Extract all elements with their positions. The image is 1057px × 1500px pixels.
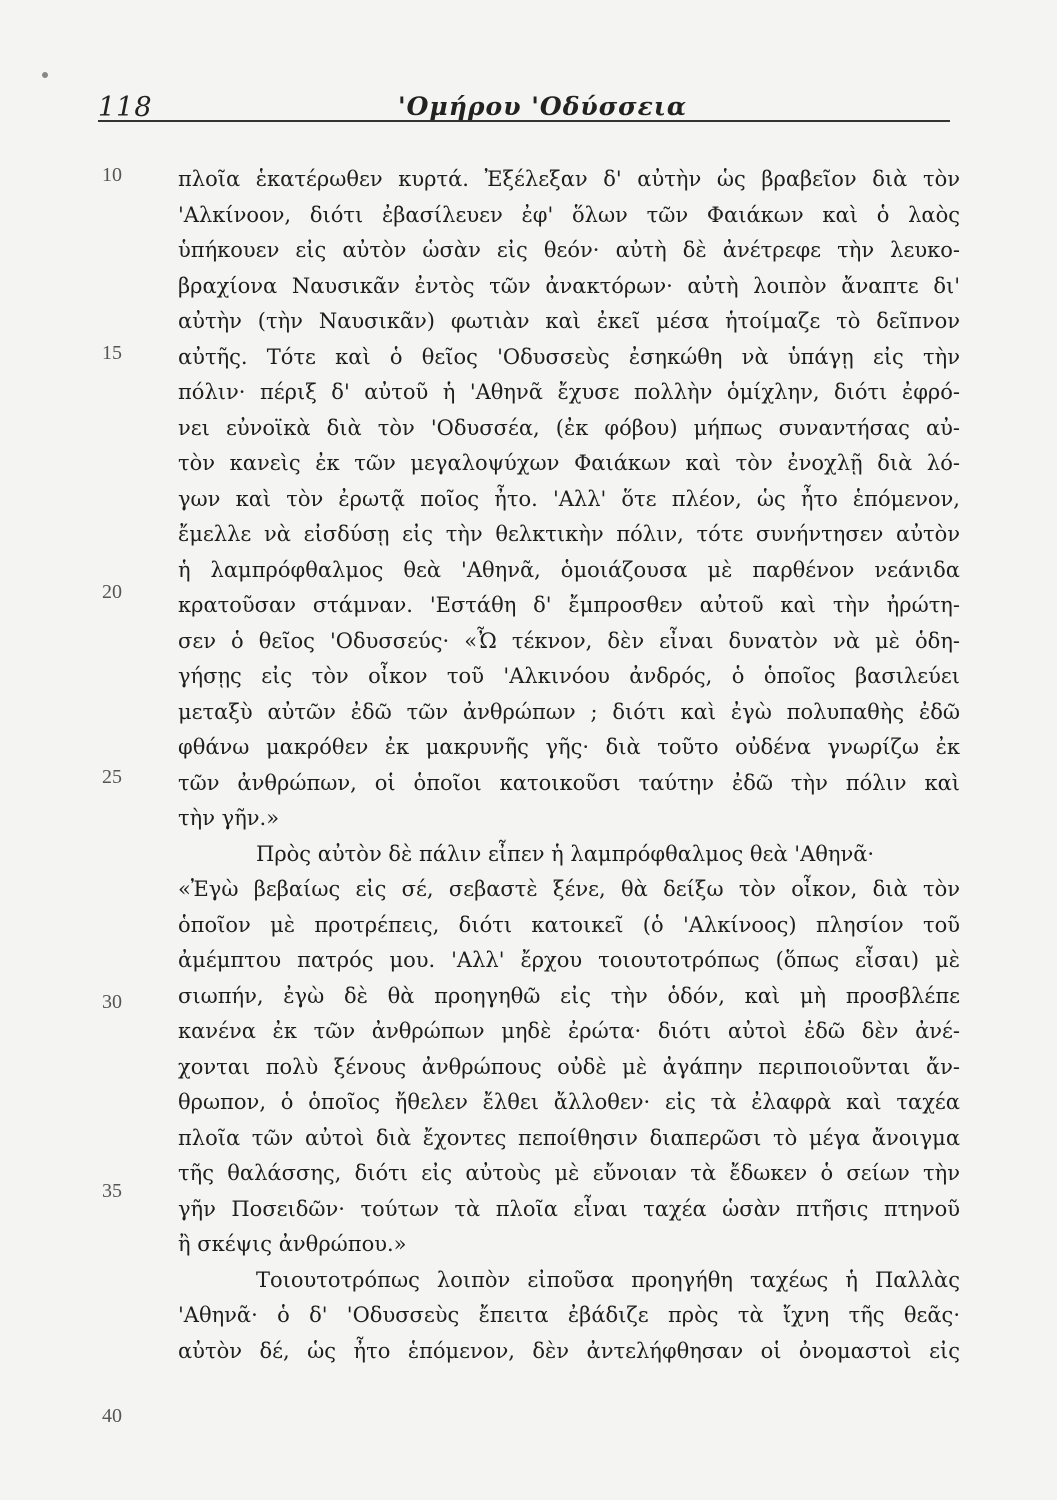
text-line: σιωπήν, ἐγὼ δὲ θὰ προηγηθῶ εἰς τὴν ὁδόν, καὶ μὴ προσβλέπε [178, 983, 960, 1008]
text-line: ἡ λαμπρόφθαλμος θεὰ 'Αθηνᾶ, ὁμοιάζουσα μὲ παρθένον νεάνιδα [178, 557, 960, 582]
text-line: ἔμελλε νὰ εἰσδύσῃ εἰς τὴν θελκτικὴν πόλιν, τότε συνήντησεν αὐτὸν [178, 522, 960, 546]
line-number: 15 [102, 342, 122, 364]
text-line: αὐτὸν δέ, ὡς ἦτο ἑπόμενον, δὲν ἀντελήφθησαν οἱ ὀνομαστοὶ εἰς [178, 1338, 960, 1363]
text-line: ἀμέμπτου πατρός μου. 'Αλλ' ἔρχου τοιουτοτρόπως (ὅπως εἶσαι) μὲ [178, 948, 960, 972]
text-line: τὸν κανεὶς ἐκ τῶν μεγαλοψύχων Φαιάκων καὶ τὸν ἐνοχλῇ διὰ λό- [178, 451, 960, 475]
text-line: μεταξὺ αὐτῶν ἐδῶ τῶν ἀνθρώπων ; διότι καὶ ἐγὼ πολυπαθὴς ἐδῶ [178, 699, 960, 724]
running-title: 'Ομήρου 'Οδύσσεια [398, 92, 688, 121]
line-number: 30 [102, 991, 122, 1013]
line-number: 10 [102, 164, 122, 186]
text-line: γῆν Ποσειδῶν· τούτων τὰ πλοῖα εἶναι ταχέα ὡσὰν πτῆσις πτηνοῦ [178, 1196, 960, 1221]
body-text [178, 162, 960, 1369]
text-line: 'Αθηνᾶ· ὁ δ' 'Οδυσσεὺς ἔπειτα ἐβάδιζε πρὸς τὰ ἴχνη τῆς θεᾶς· [178, 1303, 960, 1327]
text-line: πλοῖα τῶν αὐτοὶ διὰ ἔχοντες πεποίθησιν διαπερῶσι τὸ μέγα ἄνοιγμα [178, 1125, 960, 1150]
text-line: τῆς θαλάσσης, διότι εἰς αὐτοὺς μὲ εὔνοιαν τὰ ἔδωκεν ὁ σείων τὴν [178, 1161, 960, 1185]
text-line: «Ἐγὼ βεβαίως εἰς σέ, σεβαστὲ ξένε, θὰ δείξω τὸν οἶκον, διὰ τὸν [178, 877, 960, 901]
paper-speck [42, 72, 48, 78]
text-line: 'Αλκίνοον, διότι ἐβασίλευεν ἐφ' ὅλων τῶν Φαιάκων καὶ ὁ λαὸς [178, 202, 960, 227]
text-line: κανένα ἐκ τῶν ἀνθρώπων μηδὲ ἐρώτα· διότι αὐτοὶ ἐδῶ δὲν ἀνέ- [178, 1019, 960, 1043]
text-line: κρατοῦσαν στάμναν. 'Εστάθη δ' ἔμπροσθεν αὐτοῦ καὶ τὴν ἠρώτη- [178, 593, 960, 617]
text-line: Τοιουτοτρόπως λοιπὸν εἰποῦσα προηγήθη ταχέως ἡ Παλλὰς [256, 1267, 960, 1292]
text-line: αὐτὴν (τὴν Ναυσικᾶν) φωτιὰν καὶ ἐκεῖ μέσα ἡτοίμαζε τὸ δεῖπνον [178, 309, 960, 333]
text-line: βραχίονα Ναυσικᾶν ἐντὸς τῶν ἀνακτόρων· αὐτὴ λοιπὸν ἄναπτε δι' [178, 273, 960, 298]
text-line: πλοῖα ἑκατέρωθεν κυρτά. Ἐξέλεξαν δ' αὐτὴν ὡς βραβεῖον διὰ τὸν [178, 167, 960, 191]
line-number: 25 [102, 766, 122, 788]
text-line: ὁποῖον μὲ προτρέπεις, διότι κατοικεῖ (ὁ 'Αλκίνοος) πλησίον τοῦ [178, 912, 960, 937]
line-number: 20 [102, 581, 122, 603]
page-number: 118 [98, 92, 153, 123]
text-line: φθάνω μακρόθεν ἐκ μακρυνῆς γῆς· διὰ τοῦτο οὐδένα γνωρίζω ἐκ [178, 735, 960, 759]
text-line: νει εὐνοϊκὰ διὰ τὸν 'Οδυσσέα, (ἐκ φόβου) μήπως συναντήσας αὐ- [178, 415, 960, 440]
text-line: γων καὶ τὸν ἐρωτᾷ ποῖος ἦτο. 'Αλλ' ὅτε πλέον, ὡς ἦτο ἑπόμενον, [178, 486, 960, 511]
text-line: τῶν ἀνθρώπων, οἱ ὁποῖοι κατοικοῦσι ταύτην ἐδῶ τὴν πόλιν καὶ [178, 770, 960, 795]
text-line: χονται πολὺ ξένους ἀνθρώπους οὐδὲ μὲ ἀγάπην περιποιοῦνται ἄν- [178, 1054, 960, 1079]
text-line: γήσῃς εἰς τὸν οἶκον τοῦ 'Αλκινόου ἀνδρός, ὁ ὁποῖος βασιλεύει [178, 664, 960, 688]
line-number: 35 [102, 1180, 122, 1202]
header-rule [98, 120, 950, 122]
line-number: 40 [102, 1405, 122, 1427]
page-header [98, 88, 950, 126]
text-line: αὐτῆς. Τότε καὶ ὁ θεῖος 'Οδυσσεὺς ἐσηκώθη νὰ ὑπάγῃ εἰς τὴν [178, 344, 960, 369]
text-line: σεν ὁ θεῖος 'Οδυσσεύς· «Ὦ τέκνον, δὲν εἶναι δυνατὸν νὰ μὲ ὁδη- [178, 628, 960, 653]
text-line: Πρὸς αὐτὸν δὲ πάλιν εἶπεν ἡ λαμπρόφθαλμος θεὰ 'Αθηνᾶ· [256, 841, 875, 866]
text-line: θρωπον, ὁ ὁποῖος ἤθελεν ἔλθει ἄλλοθεν· εἰς τὰ ἐλαφρὰ καὶ ταχέα [178, 1090, 960, 1114]
text-line: ὑπήκουεν εἰς αὐτὸν ὡσὰν εἰς θεόν· αὐτὴ δὲ ἀνέτρεφε τὴν λευκο- [178, 238, 960, 262]
text-line: πόλιν· πέριξ δ' αὐτοῦ ἡ 'Αθηνᾶ ἔχυσε πολλὴν ὁμίχλην, διότι ἐφρό- [178, 380, 960, 404]
text-line: τὴν γῆν.» [178, 806, 280, 830]
text-line: ἢ σκέψις ἀνθρώπου.» [178, 1232, 407, 1256]
